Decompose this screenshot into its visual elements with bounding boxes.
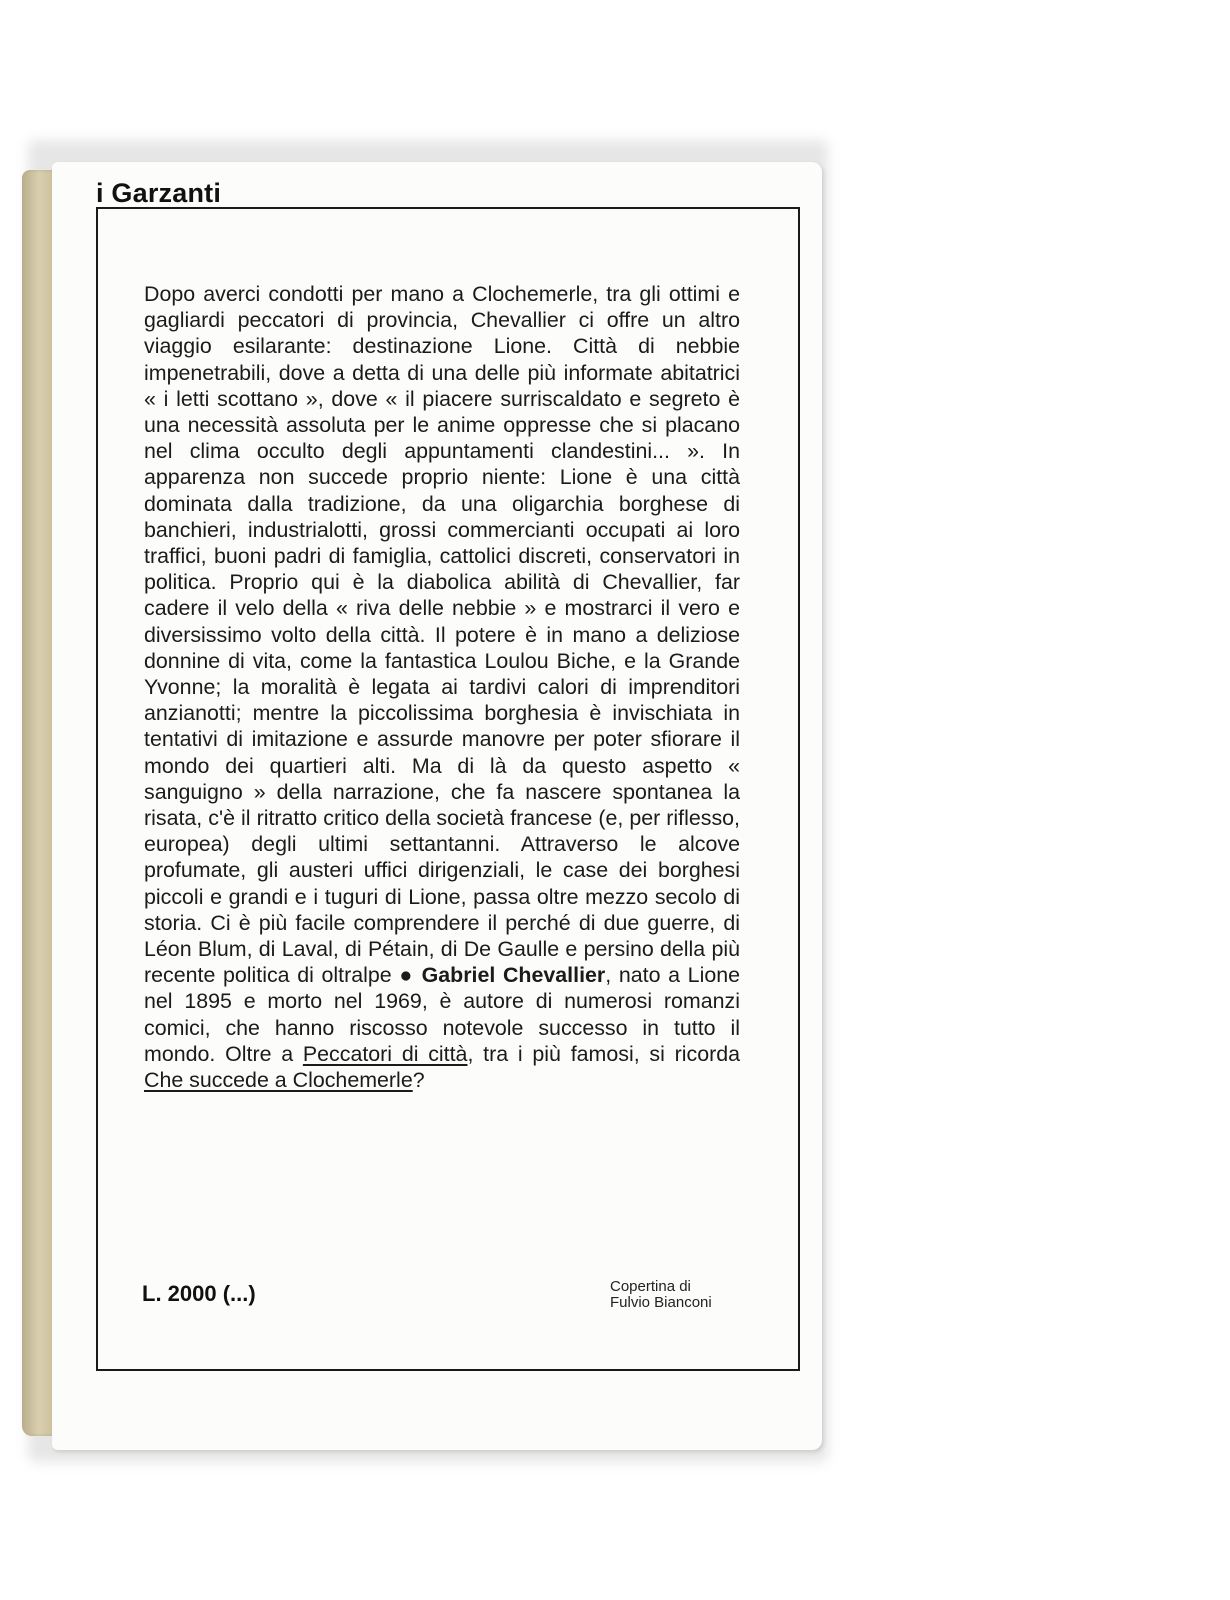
book-back-cover <box>52 162 822 1450</box>
book-title-1: Peccatori di città <box>302 1041 468 1066</box>
blurb-part-3: , tra i più famosi, si ricorda <box>467 1041 741 1066</box>
blurb-part-1: Dopo averci condotti per mano a Clochemerle, tra gli ottimi e gagliardi peccatori di provincia, Chevallier ci offre un altro viaggio esilarante: destinazione Lione. Città di nebbie impenetrabili, dove a detta di una delle più informate abitatrici « i letti scottano », dove « il piacere surriscaldato e segreto è una necessità assoluta per le anime oppresse che si placano nel clima occulto degli appuntamenti clandestini... ». In apparenza non succede proprio niente: Lione è una città dominata dalla tradizione, da una oligarchia borghese di banchieri, industrialotti, grossi commercianti occupati ai loro traffici, buoni padri di famiglia, cattolici discreti, conservatori in politica. Proprio qui è la diabolica abilità di Chevallier, far cadere il velo della « riva delle nebbie » e mostrarci il vero e diversissimo volto della città. Il potere è in mano a deliziose donnine di vita, come la fantastica Loulou Biche, e la Grande Yvonne; la moralità è legata ai tardivi calori di imprenditori anzianotti; mentre la piccolissima borghesia è invischiata in tentativi di imitazione e assurde manovre per poter sfiorare il mondo dei quartieri alti. Ma di là da questo aspetto « sanguigno » della narrazione, che fa nascere spontanea la risata, c'è il ritratto critico della società francese (e, per riflesso, europea) degli ultimi settantanni. Attraverso le alcove profumate, gli austeri uffici dirigenziali, le case dei borghesi piccoli e grandi e i tuguri di Lione, passa oltre mezzo secolo di storia. Ci è più facile comprendere il perché di due guerre, di Léon Blum, di Laval, di Pétain, di De Gaulle e persino della più recente politica di oltralpe ● <box>144 282 740 988</box>
cover-credit <box>610 1279 712 1311</box>
price-label: L. 2000 (...) <box>142 1281 256 1306</box>
blurb-text <box>144 281 740 1093</box>
cover-credit-line-1: Copertina di <box>610 1278 691 1295</box>
publisher-logo: i Garzanti <box>96 178 222 208</box>
cover-credit-line-2: Fulvio Bianconi <box>610 1294 712 1311</box>
blurb-end: ? <box>412 1068 425 1093</box>
book-title-2: Che succede a Clochemerle <box>144 1068 413 1093</box>
blurb-part-2: , nato a Lione nel 1895 e morto nel 1969, è autore di numerosi romanzi comici, che hanno riscosso notevole successo in tutto il mondo. Oltre a <box>144 963 741 1066</box>
author-name: Gabriel Chevallier <box>421 963 606 988</box>
cover-frame <box>96 207 800 1371</box>
